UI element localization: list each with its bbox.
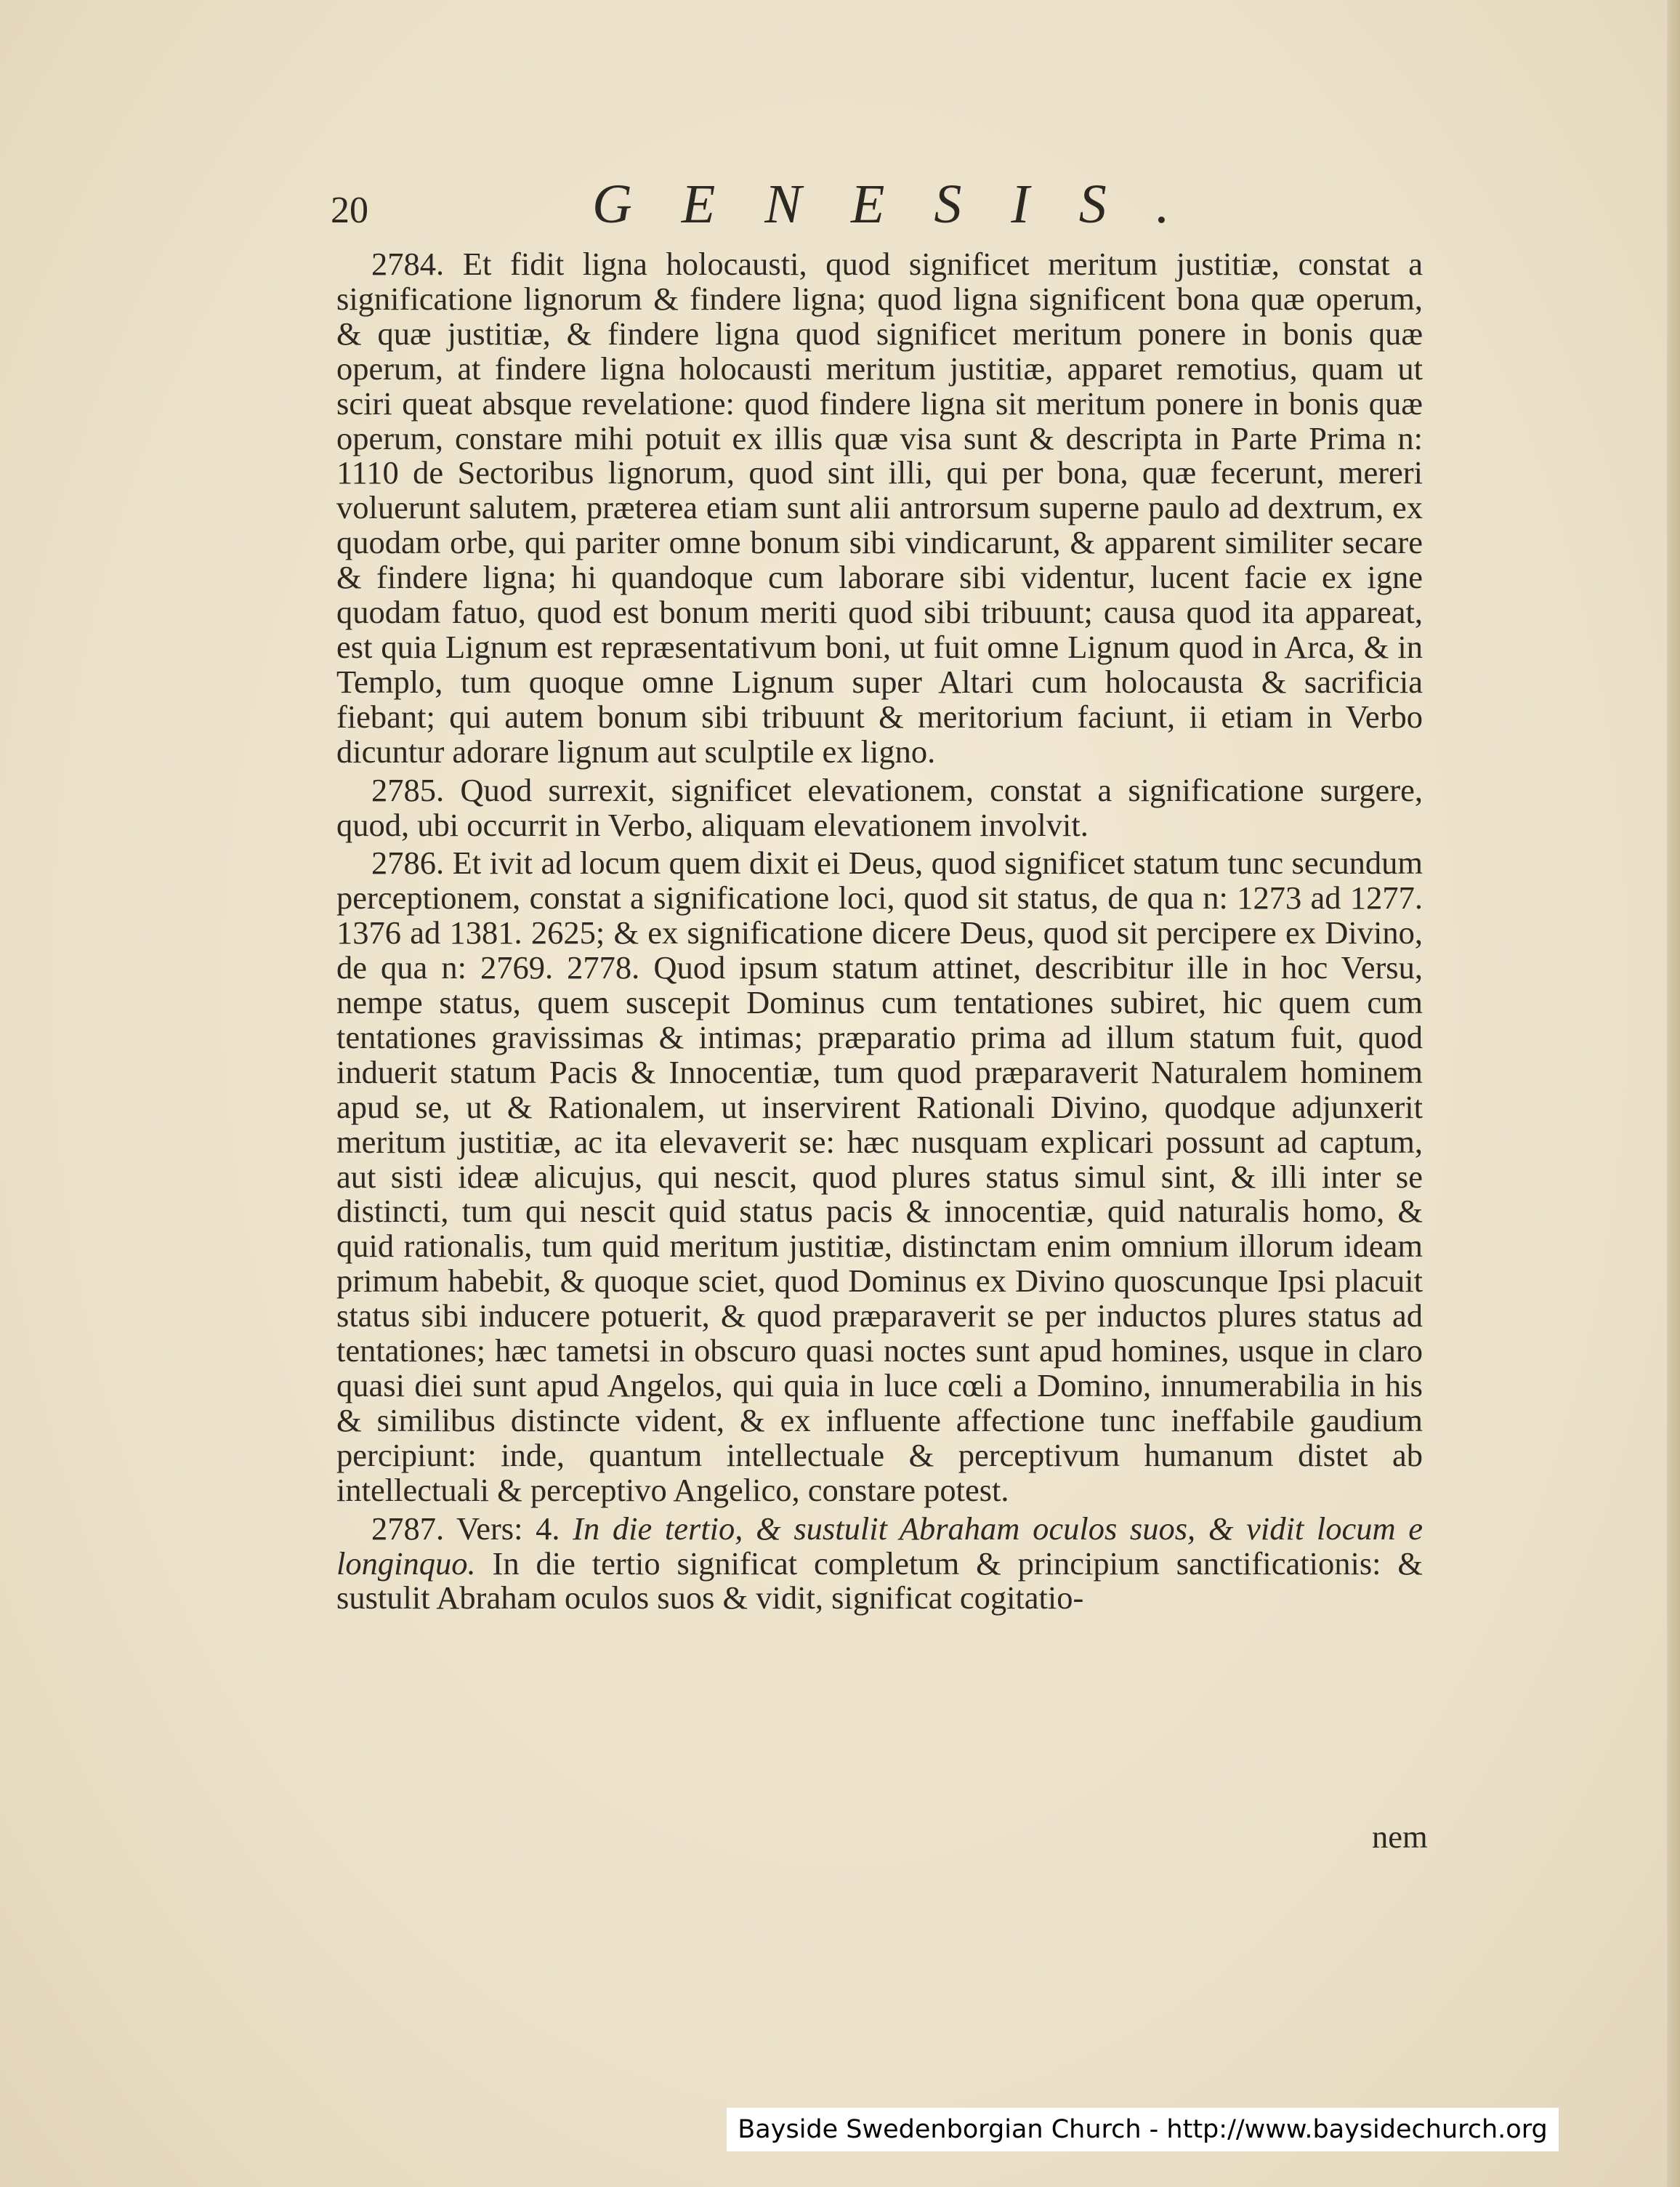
verse-reference: Vers: 4.: [456, 1510, 560, 1547]
credit-banner: Bayside Swedenborgian Church - http://www.baysidechurch.org: [727, 2108, 1559, 2151]
paragraph-number: 2784.: [371, 246, 445, 282]
paragraph-number: 2786.: [371, 845, 445, 882]
page-number: 20: [331, 190, 368, 231]
body-text: [336, 247, 1423, 1619]
page-header: [331, 167, 1428, 240]
catchword: nem: [1372, 1819, 1428, 1855]
page-edge: [1667, 0, 1680, 2187]
paragraph-2785: [336, 773, 1423, 843]
paragraph-text: In die tertio significat completum & principium sanctificationis: & sustulit Abraham oculos suos & vidit, significat cogitatio-: [336, 1544, 1423, 1616]
paragraph-text: Et fidit ligna holocausti, quod significet meritum justitiæ, constat a significatione lignorum & findere ligna; quod ligna significent bona quæ operum, & quæ justitiæ, & findere ligna quod significet meritum ponere in bonis quæ operum, at findere ligna holocausti meritum justitiæ, apparet remotius, quam ut sciri queat absque revelatione: quod findere ligna sit meritum ponere in bonis quæ operum, constare mihi potuit ex illis quæ visa sunt & descripta in Parte Prima n: 1110 de Sectoribus lignorum, quod sint illi, qui per bona, quæ fecerunt, mereri voluerunt salutem, præterea etiam sunt alii antrorsum superne paulo ad dextrum, ex quodam orbe, qui pariter omne bonum sibi vindicarunt, & apparent similiter secare & findere ligna; hi quandoque cum laborare sibi videntur, lucent facie ex igne quodam fatuo, quod est bonum meriti quod sibi tribuunt; causa quod ita appareat, est quia Lignum est repræsentativum boni, ut fuit omne Lignum quod in Arca, & in Templo, tum quoque omne Lignum super Altari cum holocausta & sacrificia fiebant; qui autem bonum sibi tribuunt & meritorium faciunt, ii etiam in Verbo dicuntur adorare lignum aut sculptile ex ligno.: [336, 246, 1423, 770]
running-title: GENESIS.: [592, 174, 1219, 235]
paragraph-2784: [336, 247, 1423, 770]
paragraph-2786: [336, 846, 1423, 1507]
paragraph-text: Et ivit ad locum quem dixit ei Deus, quod significet statum tunc secundum perceptionem, constat a significatione loci, quod sit status, de qua n: 1273 ad 1277. 1376 ad 1381. 2625; & ex significatione dicere Deus, quod sit percipere ex Divino, de qua n: 2769. 2778. Quod ipsum statum attinet, describitur ille in hoc Versu, nempe status, quem suscepit Dominus cum tentationes subiret, hic quem cum tentationes gravissimas & intimas; præparatio prima ad illum statum fuit, quod induerit statum Pacis & Innocentiæ, tum quod præparaverit Naturalem hominem apud se, ut & Rationalem, ut inservirent Rationali Divino, quodque adjunxerit meritum justitiæ, ac ita elevaverit se: hæc nusquam explicari possunt ad captum, aut sisti ideæ alicujus, qui nescit, quod plures status simul sint, & illi inter se distincti, tum qui nescit quid status pacis & innocentiæ, quid naturalis homo, & quid rationalis, tum quid meritum justitiæ, distinctam enim omnium illorum ideam primum habebit, & quoque sciet, quod Dominus ex Divino quoscunque Ipsi placuit status sibi inducere potuerit, & quod præparaverit se per inductos plures status ad tentationes; hæc tametsi in obscuro quasi noctes sunt apud homines, usque in claro quasi diei sunt apud Angelos, qui quia in luce cœli a Domino, innumerabilia in his & similibus distincte vident, & ex influente affectione tunc ineffabile gaudium percipiunt: inde, quantum intellectuale & perceptivum humanum distet ab intellectuali & perceptivo Angelico, constare potest.: [336, 845, 1423, 1508]
scripture-quote: In die tertio, & sustulit Abraham oculos suos, & vidit locum e longinquo.: [336, 1510, 1423, 1582]
paragraph-number: 2787.: [371, 1510, 445, 1547]
paragraph-text: Quod surrexit, significet elevationem, constat a significatione surgere, quod, ubi occurrit in Verbo, aliquam elevationem involvit.: [336, 771, 1423, 843]
paragraph-2787: [336, 1512, 1423, 1616]
paragraph-number: 2785.: [371, 771, 445, 808]
